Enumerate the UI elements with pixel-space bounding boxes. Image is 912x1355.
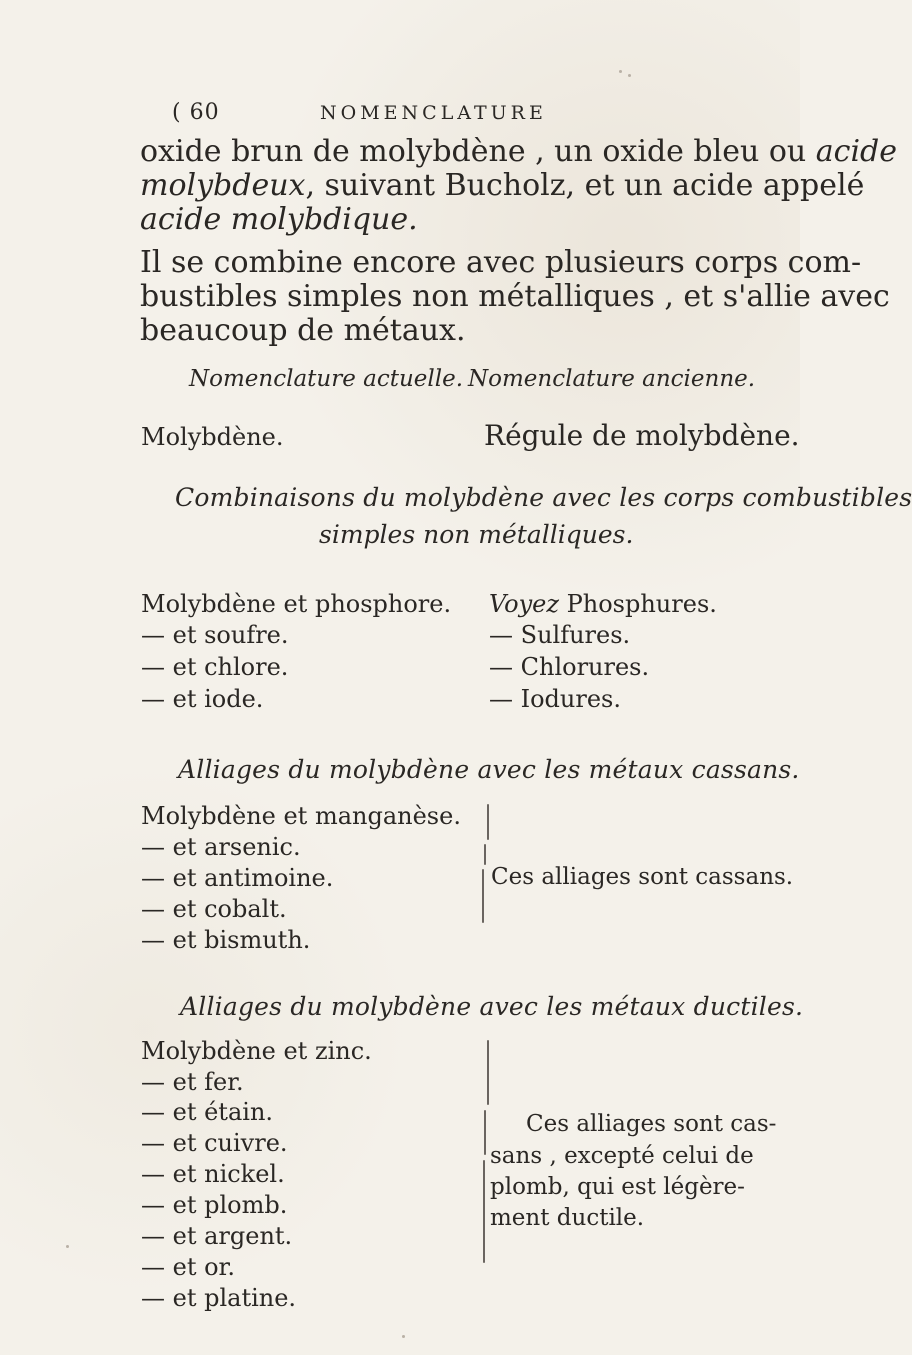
section-1-left-item-1: Molybdène et phosphore. [141,590,452,618]
intro-line-1-italic: acide [815,134,898,169]
paper-speck [628,74,631,77]
intro-line-1 [140,134,898,169]
section-3-note-line-1: Ces alliages sont cas- [526,1111,777,1137]
section-3-item-8: — et or. [141,1253,236,1281]
intro-line-2-italic: molybdeux [140,168,306,203]
section-1-right-item-1-text: Phosphures. [558,590,717,618]
paper-speck [619,70,622,73]
intro-line-3: acide molybdique. [140,202,418,237]
paper-speck [402,1335,405,1338]
intro-line-2 [140,168,865,203]
section-1-right-item-1-italic: Voyez [489,590,559,618]
section-3-item-2: — et fer. [141,1068,244,1096]
section-2-title: Alliages du molybdène avec les métaux cassans. [178,755,800,784]
section-1-left-item-4: — et iode. [141,685,264,713]
section-2-note: Ces alliages sont cassans. [491,864,794,890]
nomenclature-actuelle-value: Molybdène. [141,423,284,451]
section-3-item-1: Molybdène et zinc. [141,1037,372,1065]
section-1-title-line-2: simples non métalliques. [319,520,634,549]
section-3-note-line-4: ment ductile. [490,1205,645,1231]
brace-section-2-bottom [482,869,484,923]
section-3-item-9: — et platine. [141,1284,297,1312]
brace-section-3-top [487,1040,489,1105]
brace-section-3-mid [484,1110,486,1155]
section-1-left-item-3: — et chlore. [141,653,289,681]
nomenclature-ancienne-value: Régule de molybdène. [484,419,800,452]
section-1-left-item-2: — et soufre. [141,621,289,649]
intro-line-5: bustibles simples non métalliques , et s'allie avec [140,279,890,314]
section-3-item-6: — et plomb. [141,1191,288,1219]
section-3-item-5: — et nickel. [141,1160,285,1188]
intro-line-6: beaucoup de métaux. [140,313,466,348]
section-1-right-item-3: — Chlorures. [489,653,650,681]
section-2-item-2: — et arsenic. [141,833,301,861]
section-2-item-3: — et antimoine. [141,864,334,892]
nomenclature-actuelle-header: Nomenclature actuelle. [189,366,464,392]
brace-section-2-top [487,804,489,840]
section-3-item-3: — et étain. [141,1098,274,1126]
section-2-item-5: — et bismuth. [141,926,311,954]
page-number: ( 60 [172,100,220,125]
section-3-item-4: — et cuivre. [141,1129,288,1157]
intro-line-4: Il se combine encore avec plusieurs corps com- [140,245,862,280]
section-1-right-item-1 [489,592,717,616]
section-3-note-line-3: plomb, qui est légère- [490,1174,745,1200]
section-3-title: Alliages du molybdène avec les métaux ductiles. [180,992,804,1021]
intro-line-1-text: oxide brun de molybdène , un oxide bleu ou [140,134,816,169]
section-1-right-item-4: — Iodures. [489,685,621,713]
section-3-note-line-2: sans , excepté celui de [490,1143,754,1169]
nomenclature-ancienne-header: Nomenclature ancienne. [468,366,756,392]
brace-section-2-mid [484,844,486,865]
brace-section-3-bottom [483,1160,485,1263]
intro-line-2-text: , suivant Bucholz, et un acide appelé [305,168,865,203]
section-2-item-1: Molybdène et manganèse. [141,802,461,830]
paper-speck [66,1245,69,1248]
section-1-title-line-1: Combinaisons du molybdène avec les corps combustibles [175,483,912,512]
section-2-item-4: — et cobalt. [141,895,287,923]
section-1-right-item-2: — Sulfures. [489,621,631,649]
section-3-item-7: — et argent. [141,1222,293,1250]
page-header-title: NOMENCLATURE [320,102,547,124]
